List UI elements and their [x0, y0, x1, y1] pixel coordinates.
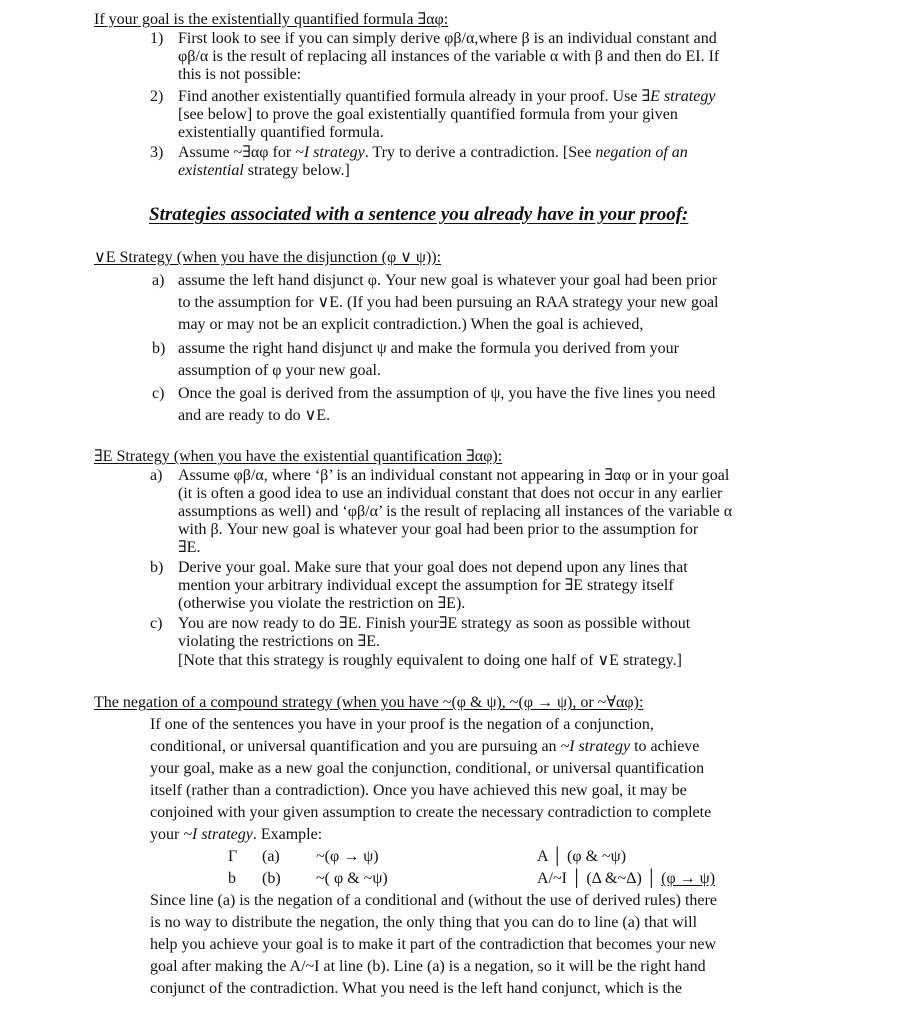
paragraph-line: conjoined with your given assumption to create the necessary contradiction to complete	[150, 804, 712, 821]
item-marker: b)	[152, 340, 166, 357]
text-run: A/~I │ (Δ &~Δ) │	[537, 870, 662, 887]
item-line: [see below] to prove the goal existentially quantified formula from your given	[178, 106, 678, 123]
item-line: φβ/α is the result of replacing all instances of the variable α with β and then do EI. If	[178, 48, 720, 65]
paragraph-line: conjunct of the contradiction. What you need is the left hand conjunct, which is the	[150, 980, 682, 997]
example-right: A │ (φ & ~ψ)	[537, 848, 627, 865]
item-marker: 3)	[150, 144, 164, 161]
underlined-run: (φ → ψ)	[661, 870, 716, 887]
item-line: [Note that this strategy is roughly equivalent to doing one half of ∨E strategy.]	[178, 652, 682, 669]
item-line: You are now ready to do ∃E. Finish your∃E strategy as soon as possible without	[178, 615, 691, 632]
paragraph-line	[150, 760, 704, 778]
item-marker: 1)	[150, 30, 164, 47]
negation-compound-heading: The negation of a compound strategy (when you have ~(φ & ψ), ~(φ → ψ), or ~∀αφ):	[94, 694, 644, 711]
text-run: . Try to derive a contradiction. [See	[364, 144, 596, 161]
paragraph-line: itself (rather than a contradiction). Once you have achieved this new goal, it may be	[150, 782, 687, 799]
text-run: your	[150, 826, 184, 843]
item-marker: c)	[152, 385, 165, 402]
text-run: Assume ~∃αφ for	[178, 144, 296, 161]
item-line: Once the goal is derived from the assumption of ψ, you have the five lines you need	[178, 385, 716, 402]
item-line: mention your arbitrary individual except the assumption for ∃E strategy itself	[178, 577, 674, 594]
strategies-heading: Strategies associated with a sentence you already have in your proof:	[149, 204, 689, 225]
example-formula: ~(φ → ψ)	[316, 848, 379, 865]
emphasis-run: existential	[178, 162, 244, 179]
item-line	[178, 88, 715, 106]
paragraph-line: If one of the sentences you have in your proof is the negation of a conjunction,	[150, 716, 654, 733]
item-marker: c)	[150, 615, 163, 632]
item-line	[178, 162, 350, 180]
item-line: existentially quantified formula.	[178, 124, 384, 141]
text-run: your	[150, 760, 184, 777]
emphasis-run: ~I strategy	[295, 144, 365, 161]
paragraph-line: Since line (a) is the negation of a conditional and (without the use of derived rules) there	[150, 892, 717, 909]
emphasis-run: negation of an	[595, 144, 688, 161]
example-label: (b)	[262, 870, 281, 887]
item-line: and are ready to do ∨E.	[178, 407, 331, 424]
item-line: assumption of φ your new goal.	[178, 362, 381, 379]
emphasis-run: ~I strategy	[183, 826, 253, 843]
paragraph-line: help you achieve your goal is to make it part of the contradiction that becomes your new	[150, 936, 717, 953]
text-run: . Example:	[252, 826, 323, 843]
existential-goal-heading: If your goal is the existentially quantified formula ∃αφ:	[94, 11, 449, 28]
emphasis-run: ~I strategy	[560, 738, 631, 755]
paragraph-line	[150, 738, 699, 756]
example-ref: Γ	[228, 848, 238, 865]
item-line: may or may not be an explicit contradiction.) When the goal is achieved,	[178, 316, 644, 333]
example-label: (a)	[262, 848, 280, 865]
text-run: to achieve	[630, 738, 700, 755]
item-line: to the assumption for ∨E. (If you had been pursuing an RAA strategy your new goal	[178, 294, 719, 311]
item-line: Assume φβ/α, where ‘β’ is an individual constant not appearing in ∃αφ or in your goal	[178, 467, 730, 484]
item-line: violating the restrictions on ∃E.	[178, 633, 380, 650]
item-marker: a)	[150, 467, 163, 484]
ee-strategy-heading: ∃E Strategy (when you have the existential quantification ∃αφ):	[94, 448, 503, 465]
item-line: assumptions as well) and ‘φβ/α’ is the result of replacing all instances of the variable α	[178, 503, 733, 520]
item-marker: 2)	[150, 88, 164, 105]
item-line: assume the right hand disjunct ψ and make the formula you derived from your	[178, 340, 679, 357]
item-line: assume the left hand disjunct φ. Your new goal is whatever your goal had been prior	[178, 272, 718, 289]
example-ref: b	[228, 870, 236, 887]
paragraph-line	[150, 826, 322, 844]
example-formula: ~( φ & ~ψ)	[316, 870, 388, 887]
text-run: goal, make as a new goal the conjunction, conditional, or universal quantification	[183, 760, 705, 777]
item-line: (otherwise you violate the restriction on ∃E).	[178, 595, 466, 612]
item-line: (it is often a good idea to use an individual constant that does not occur in any earlier	[178, 485, 723, 502]
text-run: conditional, or universal quantification and you are pursuing an	[150, 738, 561, 755]
item-marker: a)	[152, 272, 165, 289]
item-line: First look to see if you can simply derive φβ/α,where β is an individual constant and	[178, 30, 717, 47]
ve-strategy-heading: ∨E Strategy (when you have the disjunction (φ ∨ ψ)):	[94, 249, 442, 266]
item-line: with β. Your new goal is whatever your goal had been prior to the assumption for	[178, 521, 699, 538]
paragraph-line: is no way to distribute the negation, the only thing that you can do to line (a) that will	[150, 914, 698, 931]
text-run: strategy below.]	[243, 162, 350, 179]
example-right	[537, 870, 715, 888]
item-marker: b)	[150, 559, 164, 576]
item-line	[178, 144, 688, 162]
item-line: Derive your goal. Make sure that your goal does not depend upon any lines that	[178, 559, 688, 576]
text-run: Find another existentially quantified formula already in your proof. Use	[178, 88, 642, 105]
item-line: ∃E.	[178, 539, 201, 556]
emphasis-run: ∃E strategy	[641, 88, 716, 105]
item-line: this is not possible:	[178, 66, 302, 83]
paragraph-line: goal after making the A/~I at line (b). Line (a) is a negation, so it will be the right hand	[150, 958, 706, 975]
